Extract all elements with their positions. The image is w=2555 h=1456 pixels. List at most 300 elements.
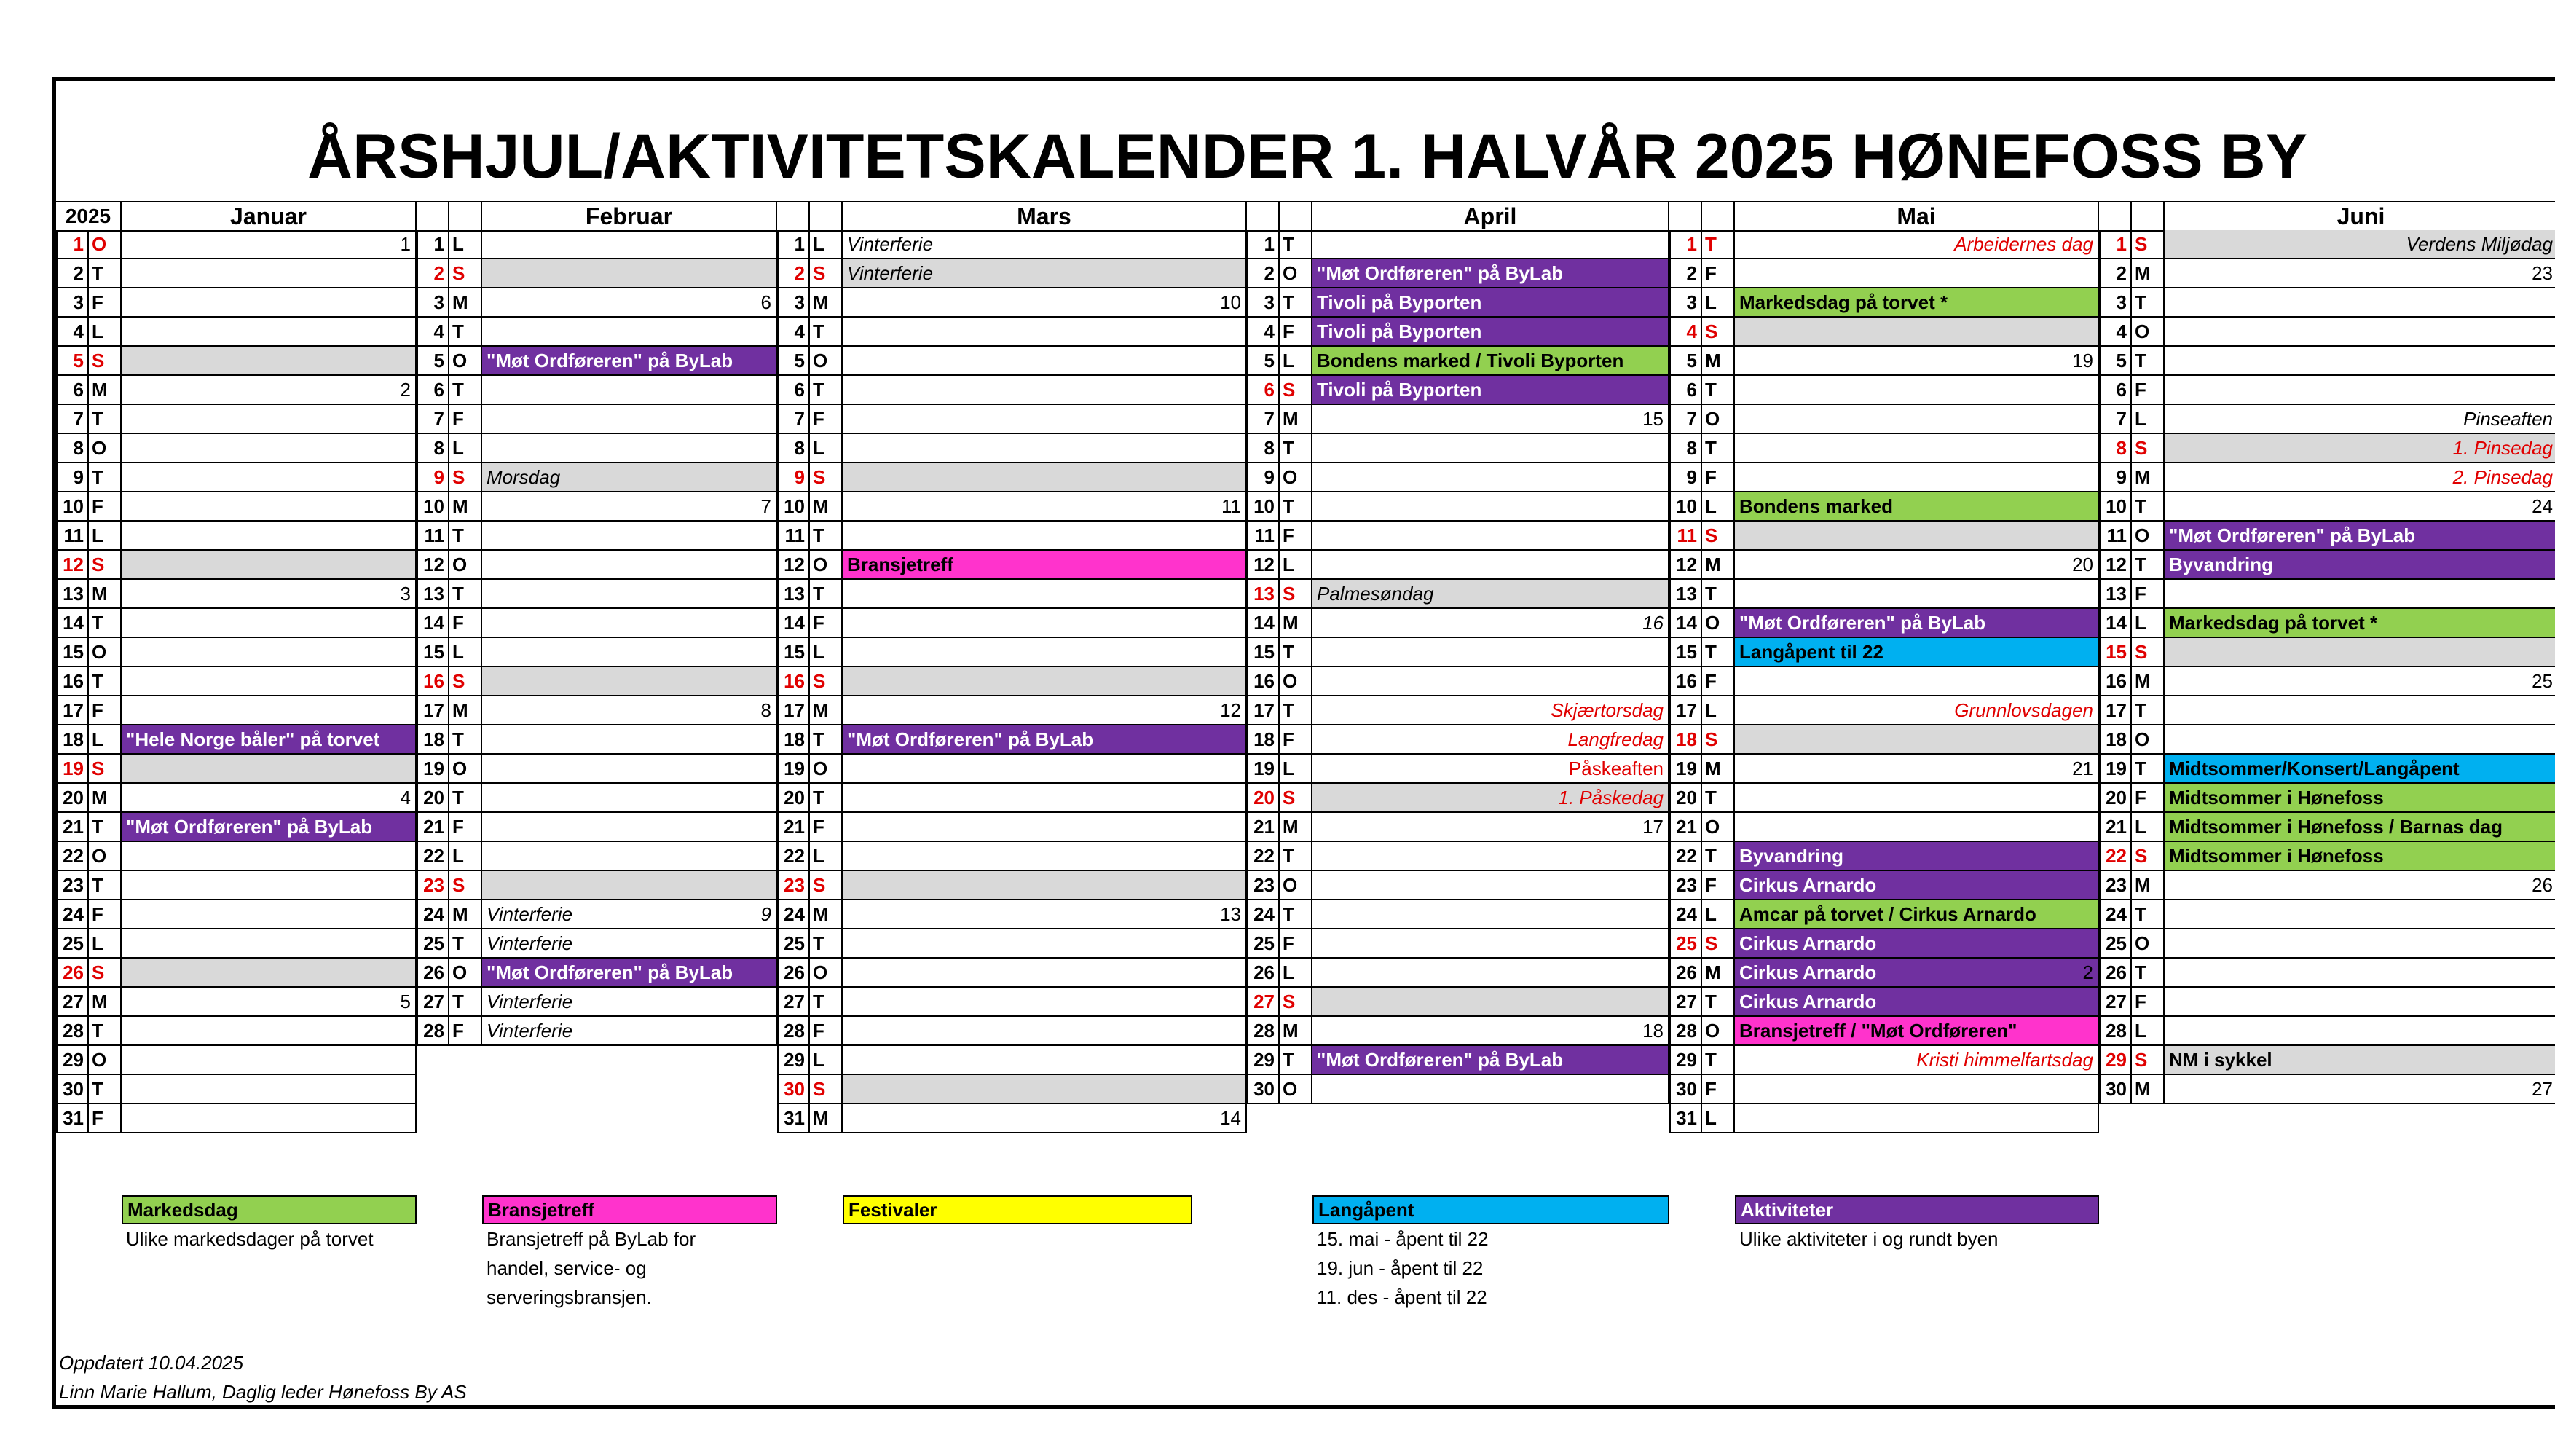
weekday-letter: L <box>449 230 482 259</box>
month-header-januar: Januar <box>122 202 417 232</box>
day-event-cell <box>843 230 1247 259</box>
day-number: 21 <box>777 813 810 842</box>
weekday-letter: T <box>1702 376 1735 405</box>
day-event-cell <box>1312 434 1669 463</box>
day-event-cell <box>122 900 417 929</box>
day-number: 1 <box>1247 230 1280 259</box>
event-label: Bondens marked / Tivoli Byporten <box>1317 350 1624 371</box>
footer <box>59 1348 467 1406</box>
day-event-cell <box>482 725 777 755</box>
weekday-letter: T <box>1280 900 1312 929</box>
weekday-letter: T <box>1280 638 1312 667</box>
day-event-cell <box>122 696 417 725</box>
day-event-cell <box>1312 1075 1669 1104</box>
event-label: Bransjetreff <box>847 554 953 575</box>
day-number: 23 <box>1247 871 1280 900</box>
event-label: Kristi himmelfartsdag <box>1916 1049 2093 1071</box>
weekday-letter: T <box>449 318 482 347</box>
day-event-cell <box>2165 609 2555 638</box>
weekday-letter: T <box>810 580 843 609</box>
event-label: Palmesøndag <box>1317 583 1434 605</box>
day-number: 13 <box>56 580 89 609</box>
legend-description: 19. jun - åpent til 22 <box>1317 1257 1484 1279</box>
month-header-mai: Mai <box>1735 202 2099 232</box>
weekday-letter: L <box>1702 492 1735 522</box>
weekday-letter: L <box>449 434 482 463</box>
day-number: 25 <box>1669 929 1702 959</box>
header-blank <box>1280 202 1312 232</box>
weekday-letter: S <box>810 871 843 900</box>
weekday-letter: T <box>89 667 122 696</box>
day-number: 9 <box>777 463 810 492</box>
header-blank <box>2099 202 2132 232</box>
weekday-letter: F <box>1280 929 1312 959</box>
weekday-letter: S <box>2132 434 2165 463</box>
week-number: 19 <box>2072 350 2093 371</box>
weekday-letter: M <box>1280 609 1312 638</box>
day-event-cell <box>482 551 777 580</box>
day-event-cell <box>1735 988 2099 1017</box>
weekday-letter: O <box>810 347 843 376</box>
day-event-cell <box>1735 230 2099 259</box>
day-number: 19 <box>1247 755 1280 784</box>
day-event-cell <box>482 900 777 929</box>
event-label: Midtsommer/Konsert/Langåpent <box>2169 757 2460 779</box>
weekday-letter: T <box>2132 900 2165 929</box>
weekday-letter: T <box>810 784 843 813</box>
weekday-letter: L <box>89 725 122 755</box>
weekday-letter: T <box>89 405 122 434</box>
weekday-letter: S <box>449 871 482 900</box>
day-event-cell <box>122 288 417 318</box>
legend-item-langåpent <box>1312 1195 1669 1312</box>
day-number: 7 <box>1669 405 1702 434</box>
day-event-cell <box>2165 522 2555 551</box>
day-event-cell <box>843 580 1247 609</box>
weekday-letter: O <box>1280 1075 1312 1104</box>
legend-description: 15. mai - åpent til 22 <box>1317 1228 1489 1250</box>
weekday-letter: L <box>449 842 482 871</box>
day-number: 4 <box>1669 318 1702 347</box>
day-event-cell <box>2165 318 2555 347</box>
day-event-cell <box>843 900 1247 929</box>
weekday-letter: L <box>2132 609 2165 638</box>
day-event-cell <box>2165 696 2555 725</box>
day-number: 2 <box>2099 259 2132 288</box>
weekday-letter: M <box>1280 1017 1312 1046</box>
weekday-letter: S <box>810 667 843 696</box>
event-label: 1. Pinsedag <box>2452 437 2553 459</box>
event-label: Midtsommer i Hønefoss / Barnas dag <box>2169 816 2503 838</box>
day-event-cell <box>1312 405 1669 434</box>
weekday-letter: F <box>810 609 843 638</box>
day-number: 3 <box>417 288 449 318</box>
weekday-letter: O <box>2132 522 2165 551</box>
week-number: 21 <box>2072 757 2093 779</box>
event-label: Vinterferie <box>487 932 573 954</box>
day-event-cell <box>1312 580 1669 609</box>
day-event-cell <box>2165 755 2555 784</box>
week-number: 8 <box>760 699 771 721</box>
legend-item-festivaler <box>843 1195 1192 1224</box>
event-label: Bondens marked <box>1739 495 1893 517</box>
day-event-cell <box>843 667 1247 696</box>
weekday-letter: S <box>1702 522 1735 551</box>
event-label: Tivoli på Byporten <box>1317 291 1482 313</box>
day-event-cell <box>122 580 417 609</box>
day-event-cell <box>1735 784 2099 813</box>
weekday-letter: T <box>2132 959 2165 988</box>
day-event-cell <box>122 1017 417 1046</box>
day-event-cell <box>1735 929 2099 959</box>
event-label: 1. Påskedag <box>1558 787 1664 808</box>
day-event-cell <box>2165 871 2555 900</box>
day-number: 20 <box>777 784 810 813</box>
day-number: 28 <box>2099 1017 2132 1046</box>
weekday-letter: S <box>810 1075 843 1104</box>
day-event-cell <box>1735 638 2099 667</box>
weekday-letter: S <box>810 463 843 492</box>
day-number: 30 <box>1247 1075 1280 1104</box>
day-number: 18 <box>56 725 89 755</box>
weekday-letter: F <box>1280 522 1312 551</box>
weekday-letter: F <box>2132 784 2165 813</box>
day-number: 28 <box>777 1017 810 1046</box>
event-label: Tivoli på Byporten <box>1317 379 1482 401</box>
weekday-letter: M <box>449 492 482 522</box>
weekday-letter: O <box>2132 725 2165 755</box>
day-event-cell <box>1735 1075 2099 1104</box>
day-event-cell <box>482 405 777 434</box>
day-number: 7 <box>2099 405 2132 434</box>
weekday-letter: F <box>89 696 122 725</box>
day-event-cell <box>1312 551 1669 580</box>
day-number: 26 <box>2099 959 2132 988</box>
day-number: 20 <box>56 784 89 813</box>
day-event-cell <box>1312 842 1669 871</box>
weekday-letter: L <box>2132 405 2165 434</box>
day-number: 15 <box>1669 638 1702 667</box>
day-number: 10 <box>777 492 810 522</box>
day-event-cell <box>1312 988 1669 1017</box>
weekday-letter: F <box>449 813 482 842</box>
weekday-letter: T <box>810 522 843 551</box>
day-event-cell <box>1735 696 2099 725</box>
event-label: Markedsdag på torvet * <box>2169 612 2378 634</box>
week-number: 16 <box>1642 612 1664 634</box>
weekday-letter: M <box>2132 1075 2165 1104</box>
weekday-letter: L <box>810 230 843 259</box>
day-event-cell <box>1312 813 1669 842</box>
event-label: "Møt Ordføreren" på ByLab <box>1317 262 1564 284</box>
day-event-cell <box>1735 522 2099 551</box>
weekday-letter: F <box>89 1104 122 1133</box>
day-event-cell <box>122 405 417 434</box>
weekday-letter: M <box>1702 959 1735 988</box>
day-event-cell <box>122 318 417 347</box>
event-label: Vinterferie <box>487 903 573 925</box>
day-event-cell <box>122 1104 417 1133</box>
event-label: Vinterferie <box>847 233 934 255</box>
day-number: 12 <box>777 551 810 580</box>
week-number: 2 <box>400 379 411 401</box>
day-number: 28 <box>417 1017 449 1046</box>
day-event-cell <box>843 347 1247 376</box>
day-number: 6 <box>1247 376 1280 405</box>
day-number: 27 <box>777 988 810 1017</box>
day-number: 2 <box>417 259 449 288</box>
weekday-letter: L <box>810 638 843 667</box>
weekday-letter: M <box>810 1104 843 1133</box>
day-event-cell <box>2165 347 2555 376</box>
day-event-cell <box>122 259 417 288</box>
day-number: 14 <box>777 609 810 638</box>
event-label: Vinterferie <box>847 262 934 284</box>
day-number: 5 <box>417 347 449 376</box>
weekday-letter: O <box>1702 813 1735 842</box>
day-event-cell <box>122 347 417 376</box>
day-event-cell <box>122 842 417 871</box>
weekday-letter: O <box>449 551 482 580</box>
day-number: 17 <box>2099 696 2132 725</box>
day-number: 31 <box>1669 1104 1702 1133</box>
day-number: 21 <box>2099 813 2132 842</box>
day-number: 6 <box>417 376 449 405</box>
day-number: 21 <box>56 813 89 842</box>
day-number: 24 <box>56 900 89 929</box>
week-number: 3 <box>400 583 411 605</box>
weekday-letter: S <box>89 347 122 376</box>
day-number: 18 <box>417 725 449 755</box>
day-event-cell <box>1735 376 2099 405</box>
day-number: 14 <box>56 609 89 638</box>
day-event-cell <box>1312 755 1669 784</box>
day-event-cell <box>2165 667 2555 696</box>
legend-description: handel, service- og <box>487 1257 647 1279</box>
day-number: 9 <box>1247 463 1280 492</box>
day-number: 24 <box>777 900 810 929</box>
day-number: 9 <box>56 463 89 492</box>
day-event-cell <box>2165 929 2555 959</box>
day-number: 21 <box>1247 813 1280 842</box>
weekday-letter: S <box>1702 725 1735 755</box>
day-event-cell <box>1735 667 2099 696</box>
weekday-letter: L <box>1702 1104 1735 1133</box>
day-event-cell <box>843 1017 1247 1046</box>
day-event-cell <box>843 1046 1247 1075</box>
day-number: 12 <box>56 551 89 580</box>
weekday-letter: T <box>810 318 843 347</box>
weekday-letter: S <box>1280 376 1312 405</box>
day-number: 4 <box>2099 318 2132 347</box>
event-label: "Møt Ordføreren" på ByLab <box>1317 1049 1564 1071</box>
day-number: 4 <box>777 318 810 347</box>
weekday-letter: T <box>89 1017 122 1046</box>
header-blank <box>2132 202 2165 232</box>
weekday-letter: F <box>2132 376 2165 405</box>
day-event-cell <box>1735 259 2099 288</box>
weekday-letter: O <box>1280 259 1312 288</box>
day-number: 5 <box>1247 347 1280 376</box>
event-label: "Hele Norge båler" på torvet <box>126 728 380 750</box>
day-number: 3 <box>2099 288 2132 318</box>
day-event-cell <box>2165 1017 2555 1046</box>
day-event-cell <box>1735 871 2099 900</box>
day-number: 11 <box>417 522 449 551</box>
day-event-cell <box>843 871 1247 900</box>
day-number: 30 <box>2099 1075 2132 1104</box>
weekday-letter: T <box>89 609 122 638</box>
day-event-cell <box>843 988 1247 1017</box>
year-label: 2025 <box>56 202 122 232</box>
day-number: 30 <box>56 1075 89 1104</box>
day-event-cell <box>122 725 417 755</box>
day-event-cell <box>482 784 777 813</box>
day-event-cell <box>843 929 1247 959</box>
legend-description: Ulike markedsdager på torvet <box>126 1228 374 1250</box>
weekday-letter: T <box>2132 551 2165 580</box>
day-event-cell <box>843 376 1247 405</box>
day-number: 28 <box>56 1017 89 1046</box>
day-number: 8 <box>1247 434 1280 463</box>
weekday-letter: M <box>449 696 482 725</box>
day-number: 20 <box>2099 784 2132 813</box>
day-number: 16 <box>1669 667 1702 696</box>
day-event-cell <box>1312 347 1669 376</box>
weekday-letter: O <box>1702 609 1735 638</box>
day-number: 19 <box>417 755 449 784</box>
day-event-cell <box>2165 725 2555 755</box>
day-number: 22 <box>56 842 89 871</box>
day-event-cell <box>122 463 417 492</box>
day-number: 22 <box>2099 842 2132 871</box>
event-label: NM i sykkel <box>2169 1049 2272 1071</box>
day-event-cell <box>1735 347 2099 376</box>
day-event-cell <box>1735 463 2099 492</box>
day-number: 31 <box>56 1104 89 1133</box>
weekday-letter: F <box>449 405 482 434</box>
event-label: Cirkus Arnardo <box>1739 961 1877 983</box>
day-event-cell <box>2165 959 2555 988</box>
weekday-letter: S <box>449 259 482 288</box>
day-event-cell <box>482 959 777 988</box>
day-number: 20 <box>417 784 449 813</box>
event-label: Markedsdag på torvet * <box>1739 291 1948 313</box>
week-number: 12 <box>1220 699 1241 721</box>
day-number: 9 <box>417 463 449 492</box>
day-event-cell <box>482 842 777 871</box>
day-event-cell <box>482 376 777 405</box>
weekday-letter: T <box>1280 434 1312 463</box>
day-event-cell <box>843 725 1247 755</box>
day-event-cell <box>1735 755 2099 784</box>
day-event-cell <box>843 551 1247 580</box>
event-label: Morsdag <box>487 466 561 488</box>
weekday-letter: F <box>810 813 843 842</box>
weekday-letter: M <box>449 900 482 929</box>
day-number: 25 <box>777 929 810 959</box>
weekday-letter: M <box>810 900 843 929</box>
weekday-letter: T <box>449 522 482 551</box>
weekday-letter: S <box>449 463 482 492</box>
weekday-letter: O <box>89 230 122 259</box>
day-number: 1 <box>2099 230 2132 259</box>
day-number: 15 <box>417 638 449 667</box>
weekday-letter: S <box>89 959 122 988</box>
event-label: Tivoli på Byporten <box>1317 320 1482 342</box>
day-event-cell <box>2165 551 2555 580</box>
day-event-cell <box>1735 318 2099 347</box>
weekday-letter: M <box>2132 259 2165 288</box>
day-number: 4 <box>56 318 89 347</box>
weekday-letter: T <box>1702 842 1735 871</box>
weekday-letter: S <box>810 259 843 288</box>
day-event-cell <box>1735 434 2099 463</box>
day-event-cell <box>1735 551 2099 580</box>
event-label: 2. Pinsedag <box>2452 466 2553 488</box>
day-number: 8 <box>56 434 89 463</box>
weekday-letter: M <box>1702 551 1735 580</box>
day-number: 14 <box>2099 609 2132 638</box>
day-number: 3 <box>1669 288 1702 318</box>
day-event-cell <box>2165 813 2555 842</box>
weekday-letter: T <box>2132 347 2165 376</box>
weekday-letter: T <box>1280 696 1312 725</box>
day-event-cell <box>1312 667 1669 696</box>
weekday-letter: M <box>2132 871 2165 900</box>
event-label: "Møt Ordføreren" på ByLab <box>487 350 733 371</box>
day-event-cell <box>2165 405 2555 434</box>
day-number: 14 <box>417 609 449 638</box>
weekday-letter: O <box>1702 1017 1735 1046</box>
legend-label: Aktiviteter <box>1735 1195 2099 1224</box>
week-number: 4 <box>400 787 411 808</box>
day-number: 1 <box>417 230 449 259</box>
day-number: 18 <box>777 725 810 755</box>
day-number: 8 <box>777 434 810 463</box>
day-event-cell <box>482 230 777 259</box>
week-number: 25 <box>2532 670 2553 692</box>
day-event-cell <box>843 259 1247 288</box>
weekday-letter: T <box>1702 230 1735 259</box>
day-event-cell <box>2165 842 2555 871</box>
weekday-letter: F <box>449 609 482 638</box>
day-event-cell <box>1735 405 2099 434</box>
weekday-letter: M <box>1702 755 1735 784</box>
day-event-cell <box>2165 988 2555 1017</box>
day-number: 28 <box>1669 1017 1702 1046</box>
day-number: 11 <box>1247 522 1280 551</box>
event-label: Grunnlovsdagen <box>1954 699 2093 721</box>
day-event-cell <box>1735 492 2099 522</box>
weekday-letter: M <box>1280 813 1312 842</box>
weekday-letter: T <box>449 784 482 813</box>
day-event-cell <box>122 1046 417 1075</box>
weekday-letter: M <box>1280 405 1312 434</box>
updated-date: Oppdatert 10.04.2025 <box>59 1352 243 1374</box>
day-number: 23 <box>777 871 810 900</box>
event-label: Arbeidernes dag <box>1954 233 2093 255</box>
day-number: 27 <box>2099 988 2132 1017</box>
day-event-cell <box>2165 434 2555 463</box>
weekday-letter: M <box>89 988 122 1017</box>
weekday-letter: S <box>2132 230 2165 259</box>
weekday-letter: T <box>1702 434 1735 463</box>
day-number: 21 <box>417 813 449 842</box>
day-event-cell <box>1735 900 2099 929</box>
day-number: 20 <box>1669 784 1702 813</box>
day-number: 9 <box>2099 463 2132 492</box>
